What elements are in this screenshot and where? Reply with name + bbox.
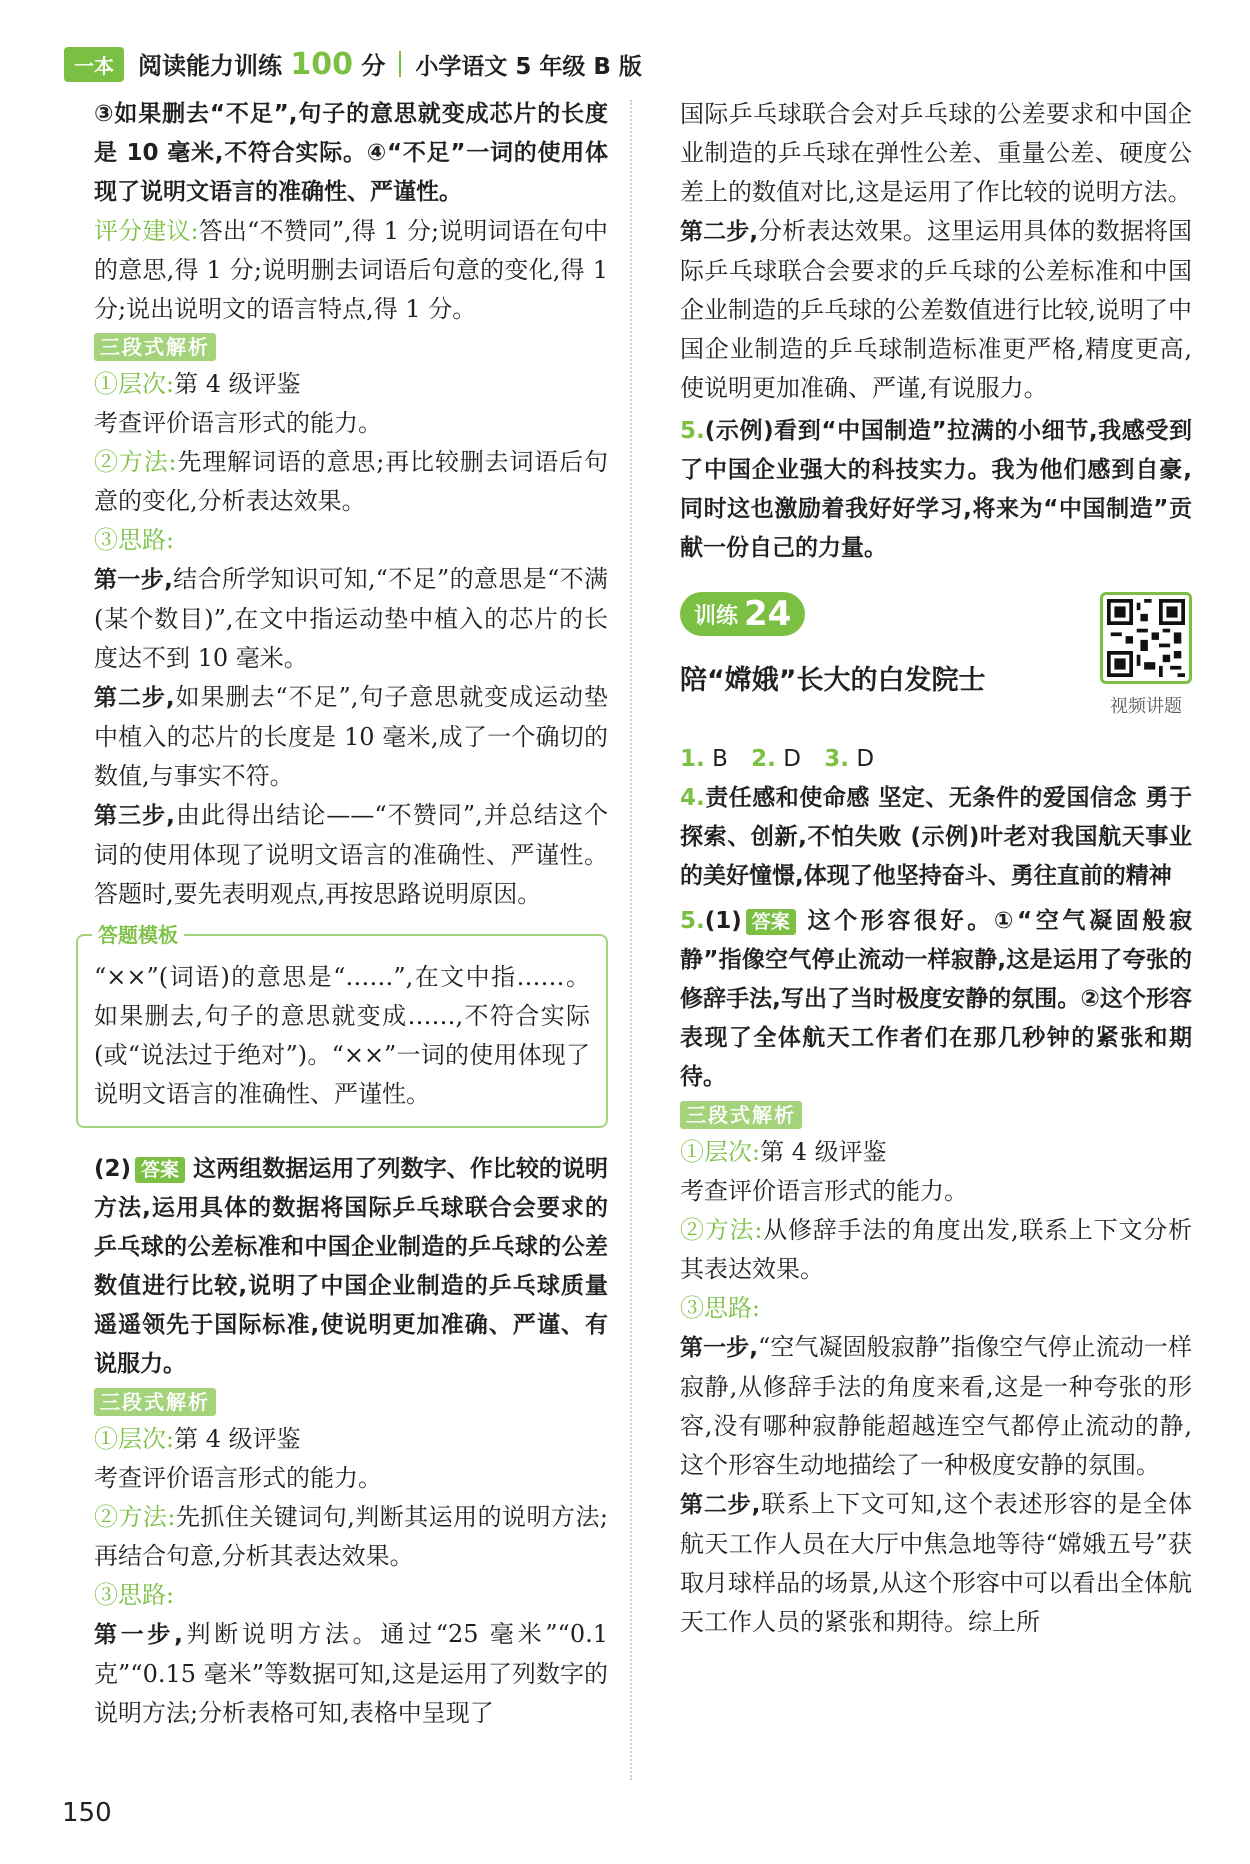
level-text-2: 第 4 级评鉴 <box>174 1425 301 1453</box>
book-subject: 小学语文 5 年级 B 版 <box>415 53 642 80</box>
step-2 <box>94 678 608 796</box>
answer-template-title: 答题模板 <box>92 919 184 948</box>
page-header <box>64 44 642 84</box>
step-2b-right-text: 联系上下文可知,这个表述形容的是全体航天工作人员在大厅中焦急地等待“嫦娥五号”获取月球样品的场景,从这个形容中可以看出全体航天工作人员的紧张和期待。综上所 <box>680 1490 1192 1636</box>
level-label: ①层次: <box>94 370 175 398</box>
answer-template-text: “××”(词语)的意思是“……”,在文中指……。如果删去,句子的意思就变成……,不符合实际(或“说法过于绝对”)。“××”一词的使用体现了说明文语言的准确性、严谨性。 <box>94 963 590 1108</box>
question-5-answer <box>680 412 1192 568</box>
book-title-post: 分 <box>361 52 386 80</box>
step-1b-text: 判断说明方法。通过“25 毫米”“0.1 克”“0.15 毫米”等数据可知,这是运用了列数字的说明方法;分析表格可知,表格中呈现了 <box>94 1620 608 1727</box>
qr-label: 视频讲题 <box>1110 696 1182 717</box>
method-label-right: ②方法: <box>680 1216 763 1244</box>
qr-code-icon[interactable] <box>1100 592 1192 684</box>
level-line-2 <box>94 1420 608 1459</box>
analysis-tag-2: 三段式解析 <box>94 1388 216 1416</box>
step-3 <box>94 796 608 914</box>
mc-3-number: 3. <box>824 746 849 772</box>
level-line <box>94 365 608 404</box>
analysis-tag: 三段式解析 <box>94 333 216 361</box>
score-text: 答出“不赞同”,得 1 分;说明词语在句中的意思,得 1 分;说明删去词语后句意的变化,得 1 分;说出说明文的语言特点,得 1 分。 <box>94 217 609 323</box>
step-2-text: 如果删去“不足”,句子意思就变成运动垫中植入的芯片的长度是 10 毫米,成了一个确切的数值,与事实不符。 <box>94 683 608 790</box>
step-3-text: 由此得出结论——“不赞同”,并总结这个词的使用体现了说明文语言的准确性、严谨性。答题时,要先表明观点,再按思路说明原因。 <box>94 801 608 908</box>
step-1b-label: 第一步, <box>94 1622 183 1648</box>
step-2b-right-label: 第二步, <box>680 1492 761 1518</box>
step-3-label: 第三步, <box>94 803 175 829</box>
column-divider <box>630 100 632 1780</box>
thought-line-2 <box>94 1576 608 1615</box>
mc-1-answer: B <box>712 746 728 772</box>
method-line <box>94 443 608 521</box>
method-line-2 <box>94 1498 608 1576</box>
method-label: ②方法: <box>94 448 177 476</box>
right-column <box>680 95 1192 1642</box>
step-2-right-text: 分析表达效果。这里运用具体的数据将国际乒乓球联合会要求的乒乓球的公差标准和中国企业制造的乒乓球的公差数值进行比较,说明了中国企业制造的乒乓球制造标准更严格,精度更高,使说明更加准确、严谨,有说服力。 <box>680 217 1192 402</box>
level-label-right: ①层次: <box>680 1138 761 1166</box>
header-separator <box>399 51 401 77</box>
method-text: 先理解词语的意思;再比较删去词语后句意的变化,分析表达效果。 <box>94 448 608 515</box>
method-label-2: ②方法: <box>94 1503 176 1531</box>
unit-number: 24 <box>744 594 792 634</box>
video-qr[interactable] <box>1100 592 1192 718</box>
level-line-right <box>680 1133 1192 1172</box>
level-desc-right: 考查评价语言形式的能力。 <box>680 1177 968 1205</box>
step-1b <box>94 1615 608 1733</box>
method-text-2: 先抓住关键词句,判断其运用的说明方法;再结合句意,分析其表达效果。 <box>94 1503 608 1570</box>
unit-header <box>680 592 1192 718</box>
analysis-tag-right: 三段式解析 <box>680 1101 802 1129</box>
book-title-pre: 阅读能力训练 <box>138 52 282 80</box>
question-4-number: 4. <box>680 785 705 811</box>
thought-label: ③思路: <box>94 526 175 554</box>
score-suggestion <box>94 212 608 329</box>
score-label: 评分建议: <box>94 217 199 245</box>
thought-line-right <box>680 1289 1192 1328</box>
step-2b-right <box>680 1485 1192 1642</box>
method-text-right: 从修辞手法的角度出发,联系上下文分析其表达效果。 <box>680 1216 1192 1283</box>
step-2-right-label: 第二步, <box>680 219 759 245</box>
book-title <box>138 46 385 82</box>
unit-label: 训练 <box>694 603 739 629</box>
step-2-right <box>680 212 1192 408</box>
answer-paragraph: ③如果删去“不足”,句子的意思就变成芯片的长度是 10 毫米,不符合实际。④“不足”一词的使用体现了说明文语言的准确性、严谨性。 <box>94 101 608 205</box>
method-line-right <box>680 1211 1192 1289</box>
level-desc: 考查评价语言形式的能力。 <box>94 409 382 437</box>
answer-tag: 答案 <box>135 1157 185 1183</box>
continued-text: 国际乒乓球联合会对乒乓球的公差要求和中国企业制造的乒乓球在弹性公差、重量公差、硬度公差上的数值对比,这是运用了作比较的说明方法。 <box>680 100 1192 206</box>
mc-2-answer: D <box>783 746 801 772</box>
question-5b-number: 5. <box>680 908 705 934</box>
mc-3-answer: D <box>856 746 875 772</box>
level-desc-2: 考查评价语言形式的能力。 <box>94 1464 382 1492</box>
question-4-text: 责任感和使命感 坚定、无条件的爱国信念 勇于探索、创新,不怕失败 (示例)叶老对我国航天事业的美好憧憬,体现了他坚持奋斗、勇往直前的精神 <box>680 785 1192 889</box>
thought-label-2: ③思路: <box>94 1581 175 1609</box>
question-4-answer <box>680 779 1192 896</box>
left-column <box>94 95 608 1733</box>
question-2-answer <box>94 1150 608 1384</box>
thought-label-right: ③思路: <box>680 1294 761 1322</box>
step-1-right-text: “空气凝固般寂静”指像空气停止流动一样寂静,从修辞手法的角度来看,这是一种夸张的形容,没有哪种寂静能超越连空气都停止流动的静,这个形容生动地描绘了一种极度安静的氛围。 <box>680 1333 1192 1479</box>
question-5-text: (示例)看到“中国制造”拉满的小细节,我感受到了中国企业强大的科技实力。我为他们感到自豪,同时这也激励着我好好学习,将来为“中国制造”贡献一份自己的力量。 <box>680 418 1192 561</box>
publisher-logo: 一本 <box>64 47 124 82</box>
step-1-text: 结合所学知识可知,“不足”的意思是“不满(某个数目)”,在文中指运动垫中植入的芯片的长度达不到 10 毫米。 <box>94 565 608 672</box>
book-title-number: 100 <box>290 47 353 82</box>
step-2-label: 第二步, <box>94 685 175 711</box>
mc-2-number: 2. <box>751 746 776 772</box>
question-2-number: (2) <box>94 1156 132 1182</box>
step-1-right-label: 第一步, <box>680 1335 758 1361</box>
level-label-2: ①层次: <box>94 1425 175 1453</box>
level-text-right: 第 4 级评鉴 <box>760 1138 887 1166</box>
mc-1-number: 1. <box>680 746 705 772</box>
question-5b-sub: (1) <box>704 908 742 934</box>
level-text: 第 4 级评鉴 <box>174 370 301 398</box>
multiple-choice-answers <box>680 740 1192 779</box>
step-1 <box>94 560 608 678</box>
question-5b-text: 这个形容很好。①“空气凝固般寂静”指像空气停止流动一样寂静,这是运用了夸张的修辞手法,写出了当时极度安静的氛围。②这个形容表现了全体航天工作者们在那几秒钟的紧张和期待。 <box>680 908 1192 1090</box>
answer-tag-right: 答案 <box>746 909 796 935</box>
question-5-number: 5. <box>680 418 705 444</box>
answer-template-box <box>76 923 608 1128</box>
step-1-right <box>680 1328 1192 1485</box>
thought-line <box>94 521 608 560</box>
unit-badge <box>680 592 805 636</box>
step-1-label: 第一步, <box>94 567 173 593</box>
article-title: 陪“嫦娥”长大的白发院士 <box>680 665 986 696</box>
question-2-text: 这两组数据运用了列数字、作比较的说明方法,运用具体的数据将国际乒乓球联合会要求的乒乓球的公差标准和中国企业制造的乒乓球的公差数值进行比较,说明了中国企业制造的乒乓球质量遥遥领先于国际标准,使说明更加准确、严谨、有说服力。 <box>94 1156 608 1377</box>
question-5b-answer <box>680 902 1192 1097</box>
page-number: 150 <box>62 1798 112 1828</box>
